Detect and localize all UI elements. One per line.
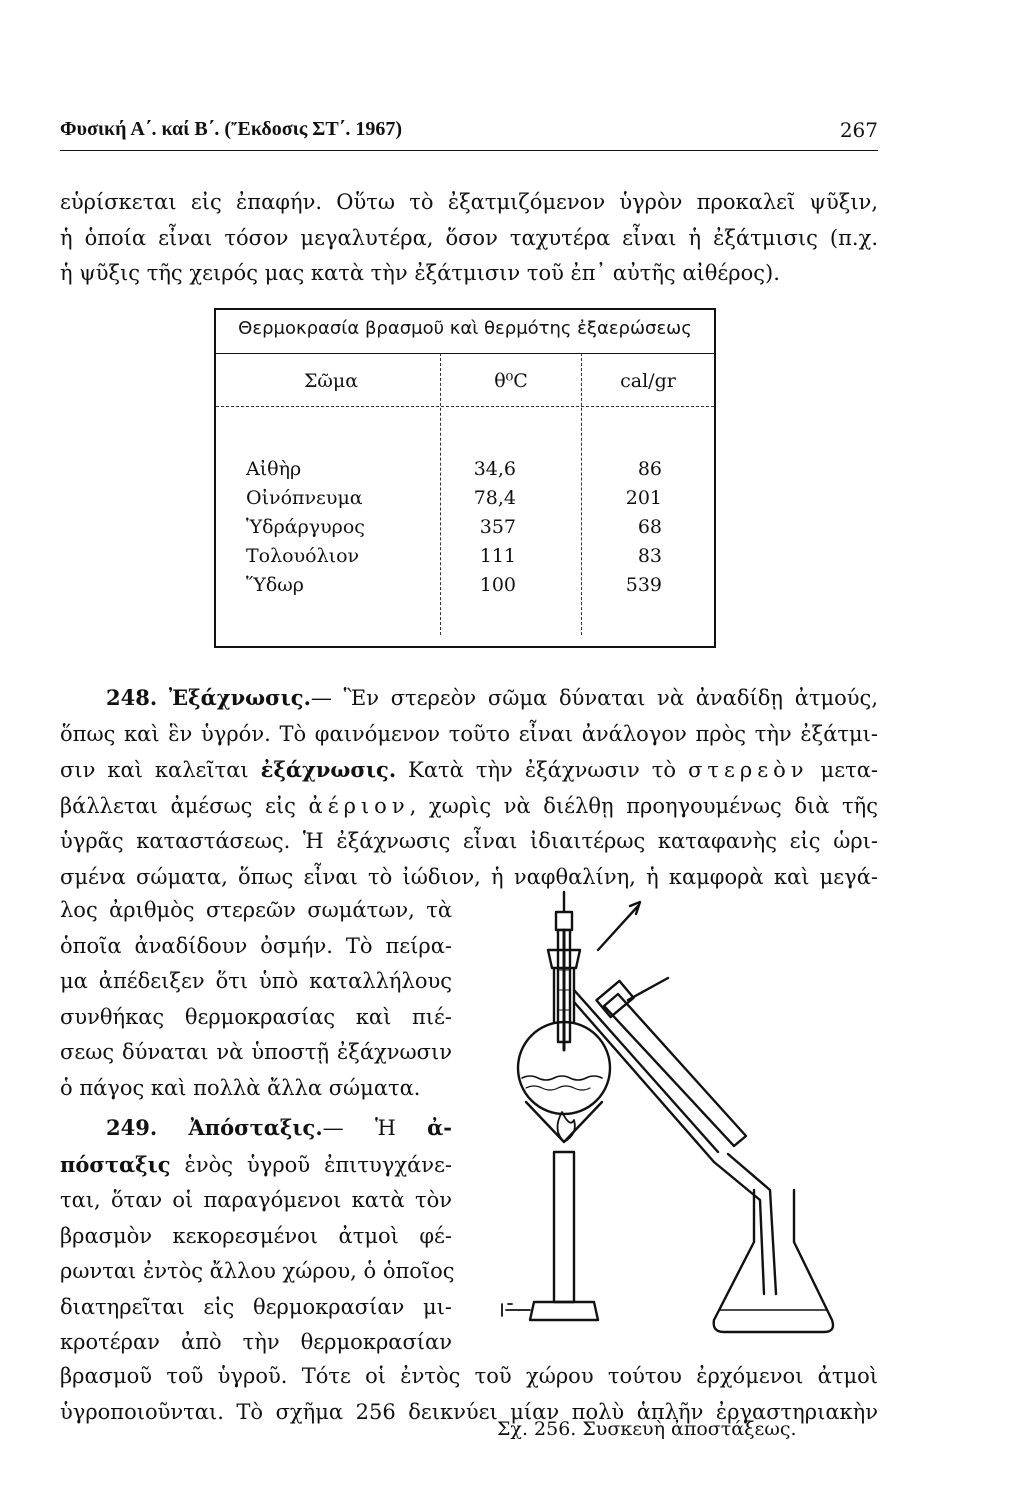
text-line: συνθήκας θερμοκρασίας καὶ πιέ-	[60, 1004, 452, 1029]
term-spaced: ἀέριον	[308, 793, 410, 818]
term-bold: πόσταξις	[60, 1151, 171, 1177]
text-line: ὁποῖα ἀναδίδουν ὀσμήν. Τὸ πείρα-	[60, 933, 452, 958]
table-cell-heat: 83	[637, 545, 662, 567]
table-cell-heat: 68	[637, 516, 662, 538]
text-line	[60, 752, 878, 789]
section-number: 248.	[106, 685, 158, 710]
text-line: ὅπως καὶ ἓν ὑγρόν. Τὸ φαινόμενον τοῦτο εἶναι ἀνάλογον πρὸς τὴν ἐξάτμι-	[60, 721, 878, 746]
table-row-name: Ὕδωρ	[246, 574, 304, 596]
table-column-divider	[581, 353, 582, 635]
flame	[557, 1112, 574, 1142]
text-line: σμένα σώματα, ὅπως εἶναι τὸ ἰώδιον, ἡ ναφθαλίνη, ἡ καμφορὰ καὶ μεγά-	[60, 864, 878, 889]
table-row-name: Αἰθὴρ	[246, 458, 302, 480]
table-cell-heat: 539	[625, 574, 662, 596]
text-span: βάλλεται ἀμέσως εἰς	[60, 793, 309, 818]
text-span: — Ἓν στερεὸν σῶμα δύναται νὰ ἀναδίδῃ ἀτμούς,	[310, 686, 878, 710]
table-cell-temp: 111	[479, 545, 516, 567]
text-line: σεως δύναται νὰ ὑποστῇ ἐξάχνωσιν	[60, 1040, 452, 1064]
water-outlet-arrow	[598, 902, 640, 950]
table-divider	[216, 353, 714, 354]
section-heading: Ἐξάχνωσις.	[168, 685, 311, 710]
table-column-divider	[440, 353, 441, 635]
table-row-name: Οἰνόπνευμα	[246, 487, 363, 509]
section-248-continued	[60, 893, 452, 1106]
column-header-temperature: θ⁰C	[494, 370, 528, 392]
table-row-name: Ὑδράργυρος	[246, 516, 365, 538]
delivery-tube	[714, 1154, 776, 1294]
table-caption: Θερμοκρασία βρασμοῦ καὶ θερμότης ἐξαερώσεως	[238, 318, 692, 339]
text-line: ἡ ὁποία εἶναι τόσον μεγαλυτέρα, ὅσον ταχυτέρα εἶναι ἡ ἐξάτμισις (π.χ.	[60, 225, 878, 250]
boiling-point-table	[214, 308, 716, 648]
text-line: ται, ὅταν οἱ παραγόμενοι κατὰ τὸν	[60, 1188, 452, 1212]
text-line	[60, 1147, 452, 1184]
condenser-jacket	[604, 994, 746, 1146]
table-cell-temp: 78,4	[473, 487, 516, 509]
flask-support	[526, 1102, 602, 1142]
text-span: , χωρὶς νὰ διέλθῃ προηγουμένως διὰ τῆς	[409, 793, 879, 818]
text-line: ὑγρᾶς καταστάσεως. Ἡ ἐξάχνωσις εἶναι ἰδιαιτέρως καταφανὴς εἰς ὡρι-	[60, 829, 878, 853]
text-line: βρασμοῦ τοῦ ὑγροῦ. Τότε οἱ ἐντὸς τοῦ χώρου τούτου ἐρχόμενοι ἀτμοὶ	[60, 1364, 878, 1388]
page-header	[60, 118, 878, 152]
term-spaced: στερεὸν	[688, 758, 809, 782]
section-248	[60, 680, 878, 895]
table-cell-heat: 201	[625, 487, 662, 509]
text-line: διατηρεῖται εἰς θερμοκρασίαν μι-	[60, 1294, 452, 1319]
section-heading-line	[60, 680, 878, 717]
section-heading: Ἀπόσταξις.	[188, 1115, 323, 1140]
text-line: ὑγροποιοῦνται. Τὸ σχῆμα 256 δεικνύει μίαν πολὺ ἁπλῆν ἐργαστηριακὴν	[60, 1399, 878, 1424]
column-header-heat: cal/gr	[620, 370, 676, 392]
text-line: κροτέραν ἀπὸ τὴν θερμοκρασίαν	[60, 1330, 452, 1354]
text-span: σιν καὶ καλεῖται	[60, 758, 261, 782]
table-cell-temp: 100	[479, 574, 516, 596]
term-bold: ἐξάχνωσις.	[260, 757, 397, 782]
text-line: βρασμὸν κεκορεσμένοι ἀτμοὶ φέ-	[60, 1223, 452, 1248]
section-249	[60, 1110, 455, 1361]
text-line: ἡ ψῦξις τῆς χειρός μας κατὰ τὴν ἐξάτμισιν τοῦ ἐπ᾽ αὐτῆς αἰθέρος).	[60, 261, 780, 285]
running-title: Φυσική Α΄. καί Β΄. (Ἔκδοσις ΣΤ΄. 1967)	[60, 118, 403, 140]
text-span: Κατὰ τὴν ἐξάχνωσιν τὸ	[396, 758, 689, 782]
figure-caption: Σχ. 256. Συσκευὴ ἀποστάξεως.	[497, 1418, 797, 1440]
text-line	[60, 789, 878, 825]
header-rule	[60, 150, 878, 151]
column-header-substance: Σῶμα	[303, 370, 359, 392]
intro-paragraph	[60, 185, 878, 292]
text-line: εὑρίσκεται εἰς ἐπαφήν. Οὕτω τὸ ἐξατμιζόμενον ὑγρὸν προκαλεῖ ψῦξιν,	[60, 190, 878, 214]
text-line: ρωνται ἐντὸς ἄλλου χώρου, ὁ ὁποῖος	[60, 1259, 455, 1283]
text-line: λος ἀριθμὸς στερεῶν σωμάτων, τὰ	[60, 898, 452, 922]
page-number: 267	[839, 118, 878, 142]
thermometer	[556, 892, 572, 1050]
gas-inlet	[502, 1304, 530, 1316]
text-span: — Ἡ	[322, 1116, 428, 1140]
text-line: ὁ πάγος καὶ πολλὰ ἄλλα σώματα.	[60, 1075, 421, 1100]
distillation-apparatus-figure	[478, 890, 898, 1350]
text-line: μα ἀπέδειξεν ὅτι ὑπὸ καταλλήλους	[60, 969, 452, 993]
section-number: 249.	[106, 1115, 158, 1140]
table-divider	[216, 406, 714, 407]
table-cell-temp: 34,6	[473, 458, 516, 480]
table-cell-heat: 86	[637, 458, 662, 480]
term-bold: ἀ-	[427, 1115, 452, 1140]
table-cell-temp: 357	[479, 516, 516, 538]
liquid-level	[522, 1076, 602, 1080]
bunsen-burner	[554, 1152, 574, 1302]
table-row-name: Τολουόλιον	[246, 545, 360, 567]
text-span: ἑνὸς ὑγροῦ ἐπιτυγχάνε-	[170, 1152, 452, 1177]
section-heading-line	[60, 1110, 452, 1147]
text-span: μετα-	[808, 758, 878, 782]
